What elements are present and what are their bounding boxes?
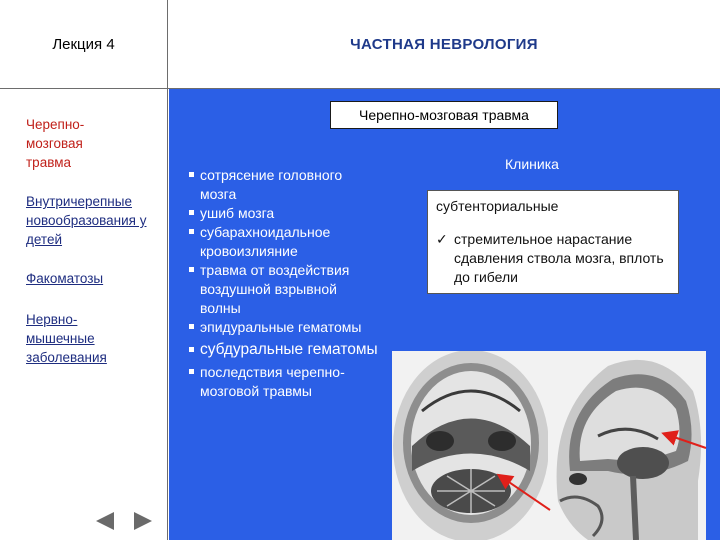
sidebar: [0, 89, 168, 540]
header-title-cell: [168, 0, 720, 89]
arrow-right-icon[interactable]: [134, 512, 152, 530]
check-icon: ✓: [436, 231, 448, 247]
bullet-concussion: сотрясение головного мозга: [189, 166, 379, 204]
clinic-heading: Клиника: [505, 156, 559, 172]
sidebar-item-tbi[interactable]: Черепно- мозговая травма: [26, 117, 85, 170]
bullet-contusion: ушиб мозга: [189, 204, 379, 223]
skull-coronal-illustration: [392, 351, 550, 540]
bullet-blast-injury: травма от воздействия воздушной взрывной волны: [189, 261, 379, 318]
skull-sagittal-illustration: [548, 351, 706, 540]
header-lecture-cell: [0, 0, 168, 89]
lecture-label: Лекция 4: [52, 35, 115, 53]
bullet-list: [189, 166, 379, 401]
clinic-item: [436, 230, 670, 287]
clinic-type: субтенториальные: [436, 198, 559, 214]
bullet-subdural: субдуральные гематомы: [189, 340, 379, 360]
page-title: ЧАСТНАЯ НЕВРОЛОГИЯ: [350, 35, 538, 53]
bullet-epidural: эпидуральные гематомы: [189, 318, 379, 337]
sidebar-item-tumors[interactable]: Внутричерепные новообразования у детей: [26, 194, 147, 247]
bullet-consequences: последствия черепно-мозговой травмы: [189, 363, 379, 401]
content-panel: [169, 89, 720, 540]
arrow-left-icon[interactable]: [96, 512, 114, 530]
sidebar-item-neuromuscular[interactable]: Нервно- мышечные заболевания: [26, 312, 107, 365]
clinic-item-text: стремительное нарастание сдавления ствола мозга, вплоть до гибели: [454, 231, 664, 285]
topic-box: Черепно-мозговая травма: [330, 101, 558, 129]
sidebar-item-phakomatoses[interactable]: Факоматозы: [26, 271, 104, 286]
clinic-box: [427, 190, 679, 294]
bullet-sah: субарахноидальное кровоизлияние: [189, 223, 379, 261]
